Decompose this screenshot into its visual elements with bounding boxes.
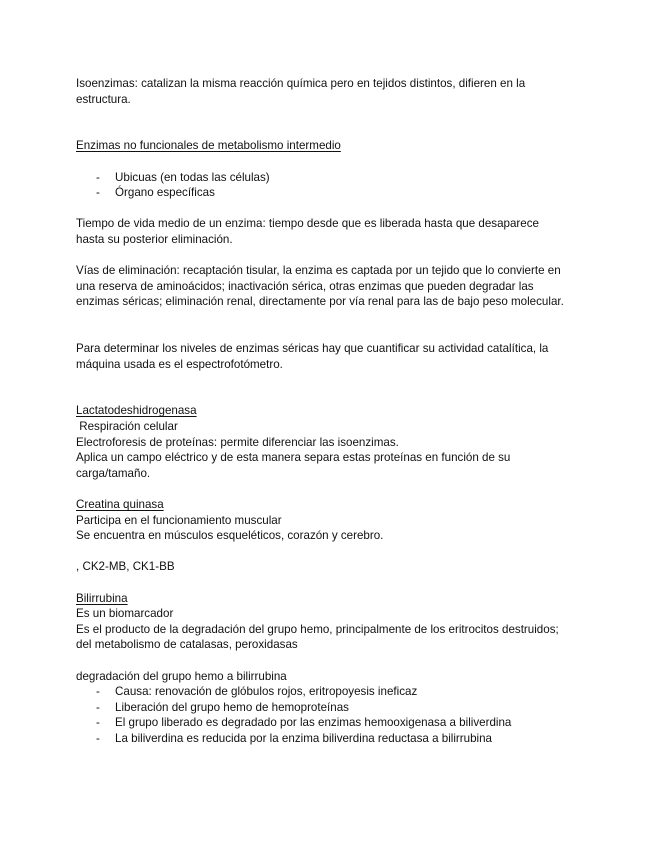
vias-line-2: una reserva de aminoácidos; inactivación sérica, otras enzimas que pueden degradar las (76, 279, 534, 293)
bullet-dash: - (96, 186, 100, 200)
list-item (76, 731, 586, 747)
list-item (76, 715, 586, 731)
ck-line-2: Se encuentra en músculos esqueléticos, corazón y cerebro. (76, 529, 384, 543)
bullet-dash: - (96, 716, 100, 730)
list-item (76, 684, 586, 700)
determinar-line-1: Para determinar los niveles de enzimas séricas hay que cuantificar su actividad catalítica, la (76, 342, 549, 356)
isoenzimas-line-1: Isoenzimas: catalizan la misma reacción química pero en tejidos distintos, difieren en la (76, 77, 526, 90)
ck-types: , CK2-MB, CK1-BB (76, 560, 175, 574)
tiempo-line-2: hasta su posterior eliminación. (76, 232, 233, 246)
ck-heading: Creatina quinasa (76, 498, 164, 512)
degradacion-intro: degradación del grupo hemo a bilirrubina (76, 669, 287, 683)
ldh-line-1: Respiración celular (76, 420, 178, 434)
ck-line-1: Participa en el funcionamiento muscular (76, 513, 282, 527)
list-item-text: Órgano específicas (115, 186, 215, 200)
bilirrubina-line-3: del metabolismo de catalasas, peroxidasas (76, 638, 298, 652)
list-item-text: Causa: renovación de glóbulos rojos, eritropoyesis ineficaz (115, 685, 418, 699)
ldh-line-3: Aplica un campo eléctrico y de esta manera separa estas proteínas en función de su (76, 451, 511, 465)
bilirrubina-line-2: Es el producto de la degradación del grupo hemo, principalmente de los eritrocitos destruidos; (76, 622, 559, 636)
list-item (76, 185, 586, 201)
bullet-dash: - (96, 170, 100, 184)
bilirrubina-line-1: Es un biomarcador (76, 607, 174, 621)
list-item-text: El grupo liberado es degradado por las enzimas hemooxigenasa a biliverdina (115, 716, 512, 730)
document-page (76, 76, 586, 747)
tiempo-line-1: Tiempo de vida medio de un enzima: tiempo desde que es liberada hasta que desaparece (76, 217, 539, 231)
list-item-text: Liberación del grupo hemo de hemoproteínas (115, 700, 349, 714)
vias-line-3: enzimas séricas; eliminación renal, directamente por vía renal para las de bajo peso molecular. (76, 295, 564, 309)
list-item (76, 700, 586, 716)
enzimas-heading: Enzimas no funcionales de metabolismo intermedio (76, 139, 341, 153)
ldh-line-4: carga/tamaño. (76, 466, 151, 480)
list-item-text: Ubicuas (en todas las células) (115, 170, 270, 184)
ldh-line-2: Electroforesis de proteínas: permite diferenciar las isoenzimas. (76, 435, 399, 449)
bullet-dash: - (96, 700, 100, 714)
bilirrubina-heading: Bilirrubina (76, 591, 128, 605)
determinar-line-2: máquina usada es el espectrofotómetro. (76, 357, 283, 371)
bullet-dash: - (96, 685, 100, 699)
vias-line-1: Vías de eliminación: recaptación tisular, la enzima es captada por un tejido que lo convierte en (76, 264, 561, 278)
isoenzimas-line-2: estructura. (76, 92, 131, 106)
list-item-text: La biliverdina es reducida por la enzima biliverdina reductasa a bilirrubina (115, 731, 493, 745)
bullet-dash: - (96, 731, 100, 745)
list-item (76, 170, 586, 186)
ldh-heading: Lactatodeshidrogenasa (76, 404, 197, 418)
